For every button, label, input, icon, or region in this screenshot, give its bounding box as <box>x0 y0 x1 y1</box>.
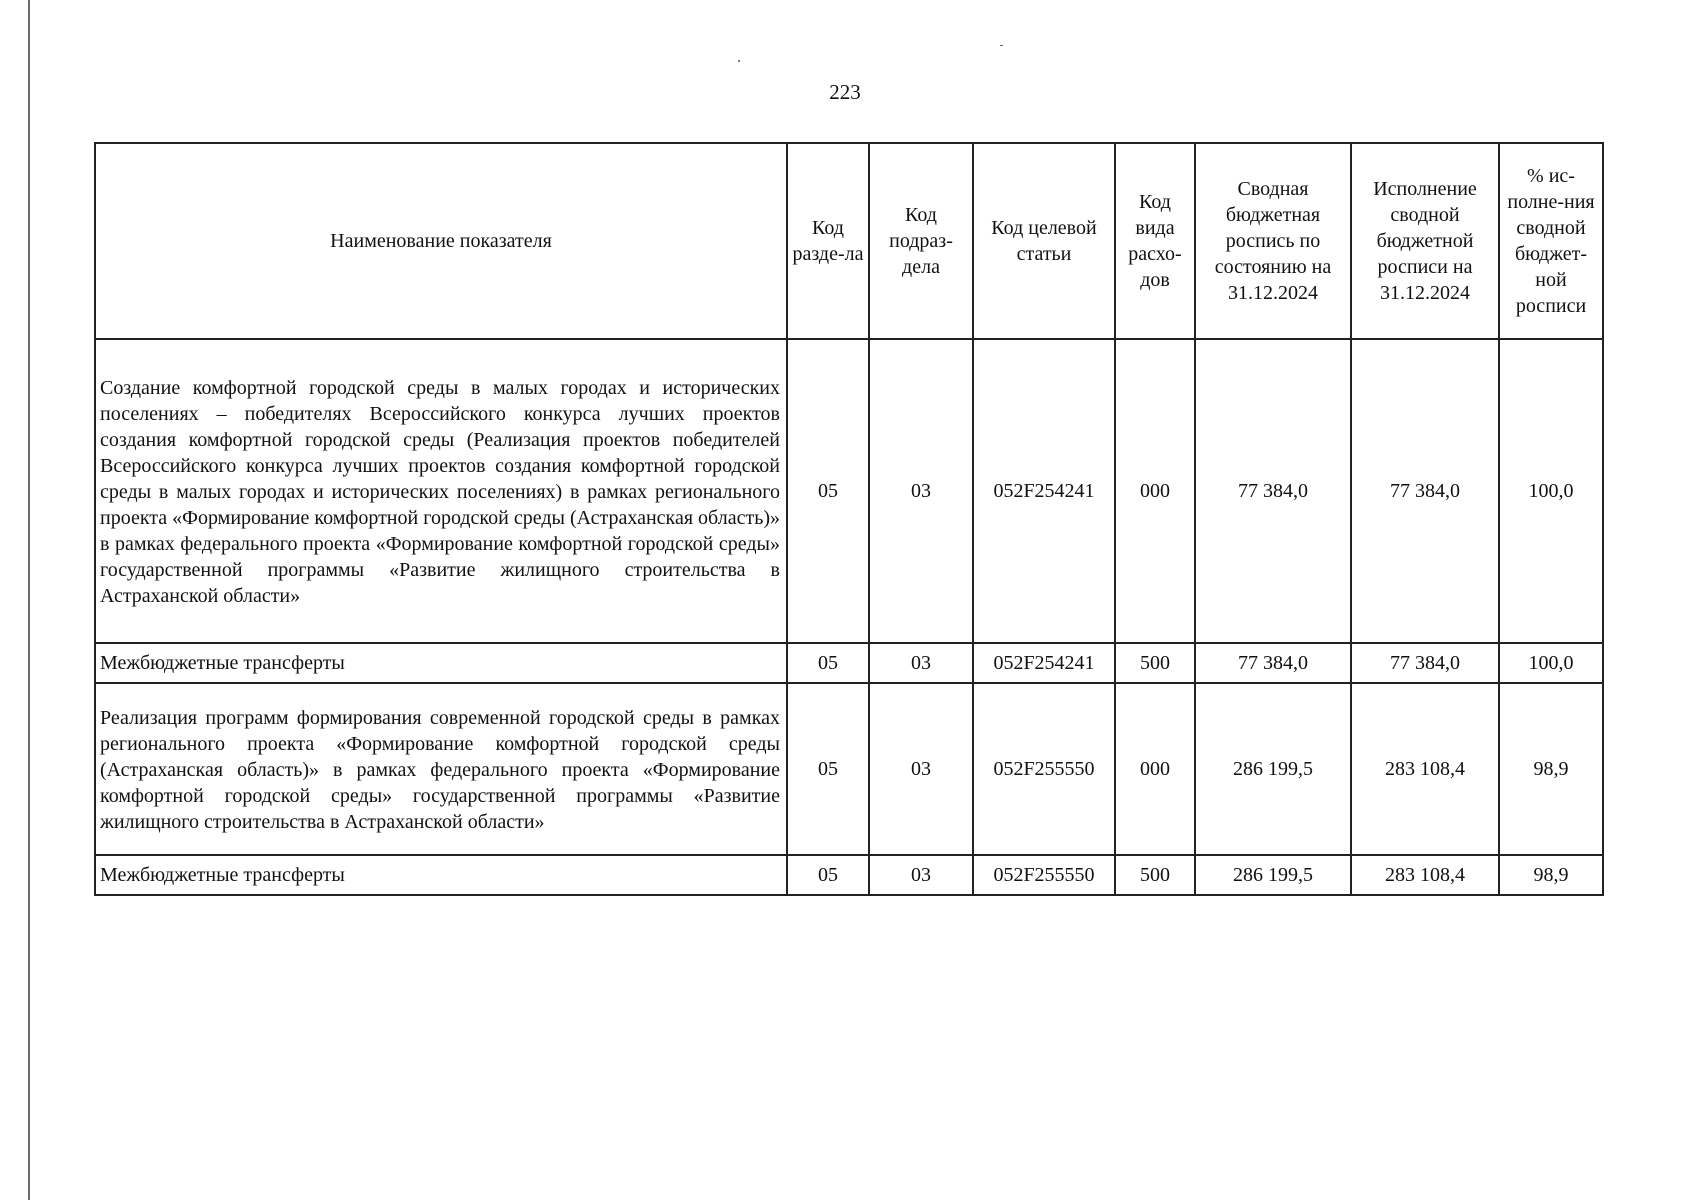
scan-speck <box>1000 45 1003 46</box>
row-subsection: 03 <box>869 643 973 683</box>
row-percent: 100,0 <box>1499 339 1603 643</box>
row-expense-type: 500 <box>1115 643 1195 683</box>
row-expense-type: 500 <box>1115 855 1195 895</box>
row-name: Создание комфортной городской среды в малых городах и исторических поселениях – победителях Всероссийского конкурса лучших проектов создания комфортной городской среды (Реализация проектов победителей Всероссийского конкурса лучших проектов создания комфортной городской среды в малых городах и исторических поселениях) в рамках регионального проекта «Формирование комфортной городской среды (Астраханская область)» в рамках федерального проекта «Формирование комфортной городской среды» государственной программы «Развитие жилищного строительства в Астраханской области» <box>95 339 787 643</box>
row-plan: 77 384,0 <box>1195 643 1351 683</box>
row-expense-type: 000 <box>1115 339 1195 643</box>
page-number: 223 <box>829 80 861 104</box>
row-section: 05 <box>787 643 869 683</box>
table-row <box>95 339 1603 643</box>
row-section: 05 <box>787 683 869 855</box>
row-target: 052F255550 <box>973 855 1115 895</box>
header-execution: Исполнение сводной бюджетной росписи на 31.12.2024 <box>1351 143 1499 339</box>
row-execution: 283 108,4 <box>1351 855 1499 895</box>
header-section-code: Код разде-ла <box>787 143 869 339</box>
row-execution: 77 384,0 <box>1351 339 1499 643</box>
row-subsection: 03 <box>869 855 973 895</box>
table-row <box>95 683 1603 855</box>
row-execution: 77 384,0 <box>1351 643 1499 683</box>
row-expense-type: 000 <box>1115 683 1195 855</box>
row-target: 052F254241 <box>973 339 1115 643</box>
header-subsection-code: Код подраз-дела <box>869 143 973 339</box>
row-section: 05 <box>787 855 869 895</box>
row-execution: 283 108,4 <box>1351 683 1499 855</box>
row-target: 052F254241 <box>973 643 1115 683</box>
row-section: 05 <box>787 339 869 643</box>
row-percent: 98,9 <box>1499 683 1603 855</box>
row-name: Межбюджетные трансферты <box>95 643 787 683</box>
table-header-row <box>95 143 1603 339</box>
table-row <box>95 855 1603 895</box>
table-row <box>95 643 1603 683</box>
row-target: 052F255550 <box>973 683 1115 855</box>
row-subsection: 03 <box>869 339 973 643</box>
budget-table <box>94 142 1604 896</box>
row-plan: 286 199,5 <box>1195 855 1351 895</box>
scan-speck <box>738 60 740 62</box>
header-name: Наименование показателя <box>95 143 787 339</box>
header-plan: Сводная бюджетная роспись по состоянию на 31.12.2024 <box>1195 143 1351 339</box>
header-expense-type-code: Код вида расхо-дов <box>1115 143 1195 339</box>
row-plan: 286 199,5 <box>1195 683 1351 855</box>
row-name: Реализация программ формирования современной городской среды в рамках регионального проекта «Формирование комфортной городской среды (Астраханская область)» в рамках федерального проекта «Формирование комфортной городской среды» государственной программы «Развитие жилищного строительства в Астраханской области» <box>95 683 787 855</box>
row-percent: 100,0 <box>1499 643 1603 683</box>
row-name: Межбюджетные трансферты <box>95 855 787 895</box>
row-percent: 98,9 <box>1499 855 1603 895</box>
header-percent: % ис-полне-ния сводной бюджет-ной росписи <box>1499 143 1603 339</box>
page-edge-line <box>28 0 30 1200</box>
row-plan: 77 384,0 <box>1195 339 1351 643</box>
header-target-code: Код целевой статьи <box>973 143 1115 339</box>
row-subsection: 03 <box>869 683 973 855</box>
